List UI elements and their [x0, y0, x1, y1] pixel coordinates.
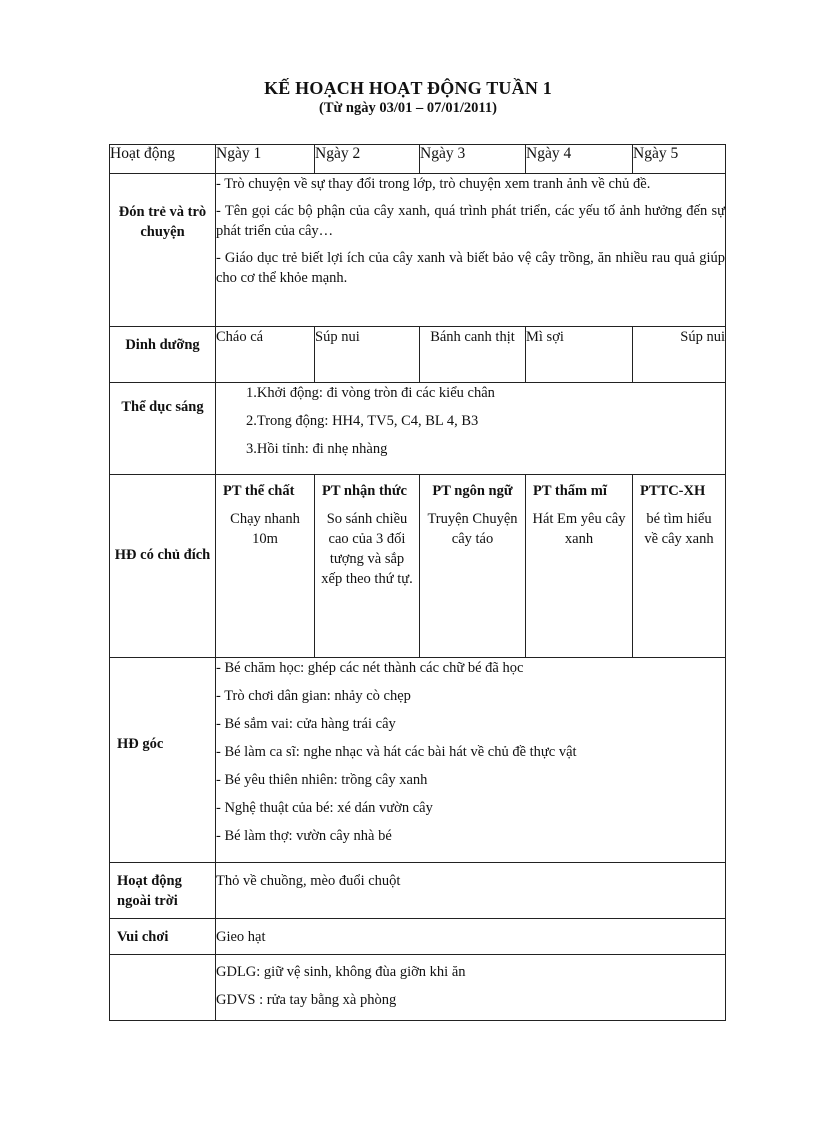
row-label-the-duc: Thể dục sáng — [110, 383, 216, 475]
col-header-day-3: Ngày 3 — [420, 145, 526, 174]
ngoai-troi-content: Thỏ về chuồng, mèo đuổi chuột — [216, 863, 726, 919]
row-label-vui-choi: Vui chơi — [110, 919, 216, 955]
hd-goc-content — [216, 658, 726, 863]
col-header-day-2: Ngày 2 — [315, 145, 420, 174]
don-tre-item: - Giáo dục trẻ biết lợi ích của cây xanh và biết bảo vệ cây trồng, ăn nhiều rau quả giúp cho cơ thể khỏe mạnh. — [216, 250, 725, 286]
giao-duc-item: GDLG: giữ vệ sinh, không đùa giỡn khi ăn — [216, 964, 466, 980]
hd-day-5 — [633, 475, 726, 658]
subject-label: PT thẩm mĩ — [533, 483, 607, 499]
hd-goc-item: - Bé sắm vai: cửa hàng trái cây — [216, 716, 396, 732]
meal-day-3: Bánh canh thịt — [420, 327, 526, 383]
subject-label: PTTC-XH — [640, 483, 706, 499]
hd-day-3 — [420, 475, 526, 658]
row-label-ngoai-troi: Hoạt động ngoài trời — [110, 863, 216, 919]
row-label-don-tre: Đón trẻ và trò chuyện — [110, 174, 216, 327]
row-label-giao-duc — [110, 955, 216, 1021]
activity-text: bé tìm hiểu về cây xanh — [644, 511, 714, 547]
the-duc-item: 3.Hồi tỉnh: đi nhẹ nhàng — [246, 441, 388, 457]
activity-text: Hát Em yêu cây xanh — [532, 511, 626, 547]
meal-day-5: Súp nui — [633, 327, 726, 383]
hd-day-1 — [216, 475, 315, 658]
hd-goc-item: - Trò chơi dân gian: nhảy cò chẹp — [216, 688, 411, 704]
don-tre-content — [216, 174, 726, 327]
row-giao-duc — [110, 955, 726, 1021]
row-vui-choi — [110, 919, 726, 955]
meal-day-2: Súp nui — [315, 327, 420, 383]
activity-text: Truyện Chuyện cây táo — [427, 511, 518, 547]
hd-goc-item: - Bé làm thợ: vườn cây nhà bé — [216, 828, 392, 844]
meal-day-1: Cháo cá — [216, 327, 315, 383]
subject-label: PT ngôn ngữ — [432, 483, 513, 499]
don-tre-item: - Trò chuyện về sự thay đổi trong lớp, trò chuyện xem tranh ảnh về chủ đề. — [216, 176, 651, 192]
hd-day-2 — [315, 475, 420, 658]
row-dinh-duong — [110, 327, 726, 383]
don-tre-item: - Tên gọi các bộ phận của cây xanh, quá trình phát triển, các yếu tố ảnh hưởng đến sự phát triển của cây… — [216, 203, 725, 239]
the-duc-item: 1.Khởi động: đi vòng tròn đi các kiểu chân — [246, 385, 495, 401]
meal-day-4: Mì sợi — [526, 327, 633, 383]
the-duc-item: 2.Trong động: HH4, TV5, C4, BL 4, B3 — [246, 413, 479, 429]
row-label-dinh-duong: Dinh dưỡng — [110, 327, 216, 383]
giao-duc-content — [216, 955, 726, 1021]
row-hd-goc — [110, 658, 726, 863]
row-label-hd-goc: HĐ góc — [110, 658, 216, 863]
vui-choi-content: Gieo hạt — [216, 919, 726, 955]
the-duc-content — [216, 383, 726, 475]
header-row — [110, 145, 726, 174]
row-ngoai-troi — [110, 863, 726, 919]
row-label-hd-co-chu-dich: HĐ có chủ đích — [110, 475, 216, 658]
subject-label: PT thể chất — [223, 483, 295, 499]
page-title: KẾ HOẠCH HOẠT ĐỘNG TUẦN 1 — [264, 78, 552, 98]
col-header-day-1: Ngày 1 — [216, 145, 315, 174]
col-header-activity: Hoạt động — [110, 145, 216, 174]
subject-label: PT nhận thức — [322, 483, 407, 499]
hd-goc-item: - Bé làm ca sĩ: nghe nhạc và hát các bài hát về chủ đề thực vật — [216, 744, 577, 760]
activity-text: Chạy nhanh 10m — [230, 511, 300, 547]
hd-goc-item: - Nghệ thuật của bé: xé dán vườn cây — [216, 800, 433, 816]
weekly-plan-table — [109, 144, 726, 1021]
activity-text: So sánh chiều cao của 3 đối tượng và sắp xếp theo thứ tự. — [321, 511, 413, 587]
page-subtitle: (Từ ngày 03/01 – 07/01/2011) — [319, 100, 497, 116]
col-header-day-4: Ngày 4 — [526, 145, 633, 174]
row-the-duc — [110, 383, 726, 475]
hd-day-4 — [526, 475, 633, 658]
row-don-tre — [110, 174, 726, 327]
hd-goc-item: - Bé yêu thiên nhiên: trồng cây xanh — [216, 772, 428, 788]
giao-duc-item: GDVS : rửa tay bằng xà phòng — [216, 992, 397, 1008]
row-hd-co-chu-dich — [110, 475, 726, 658]
hd-goc-item: - Bé chăm học: ghép các nét thành các chữ bé đã học — [216, 660, 524, 676]
col-header-day-5: Ngày 5 — [633, 145, 726, 174]
